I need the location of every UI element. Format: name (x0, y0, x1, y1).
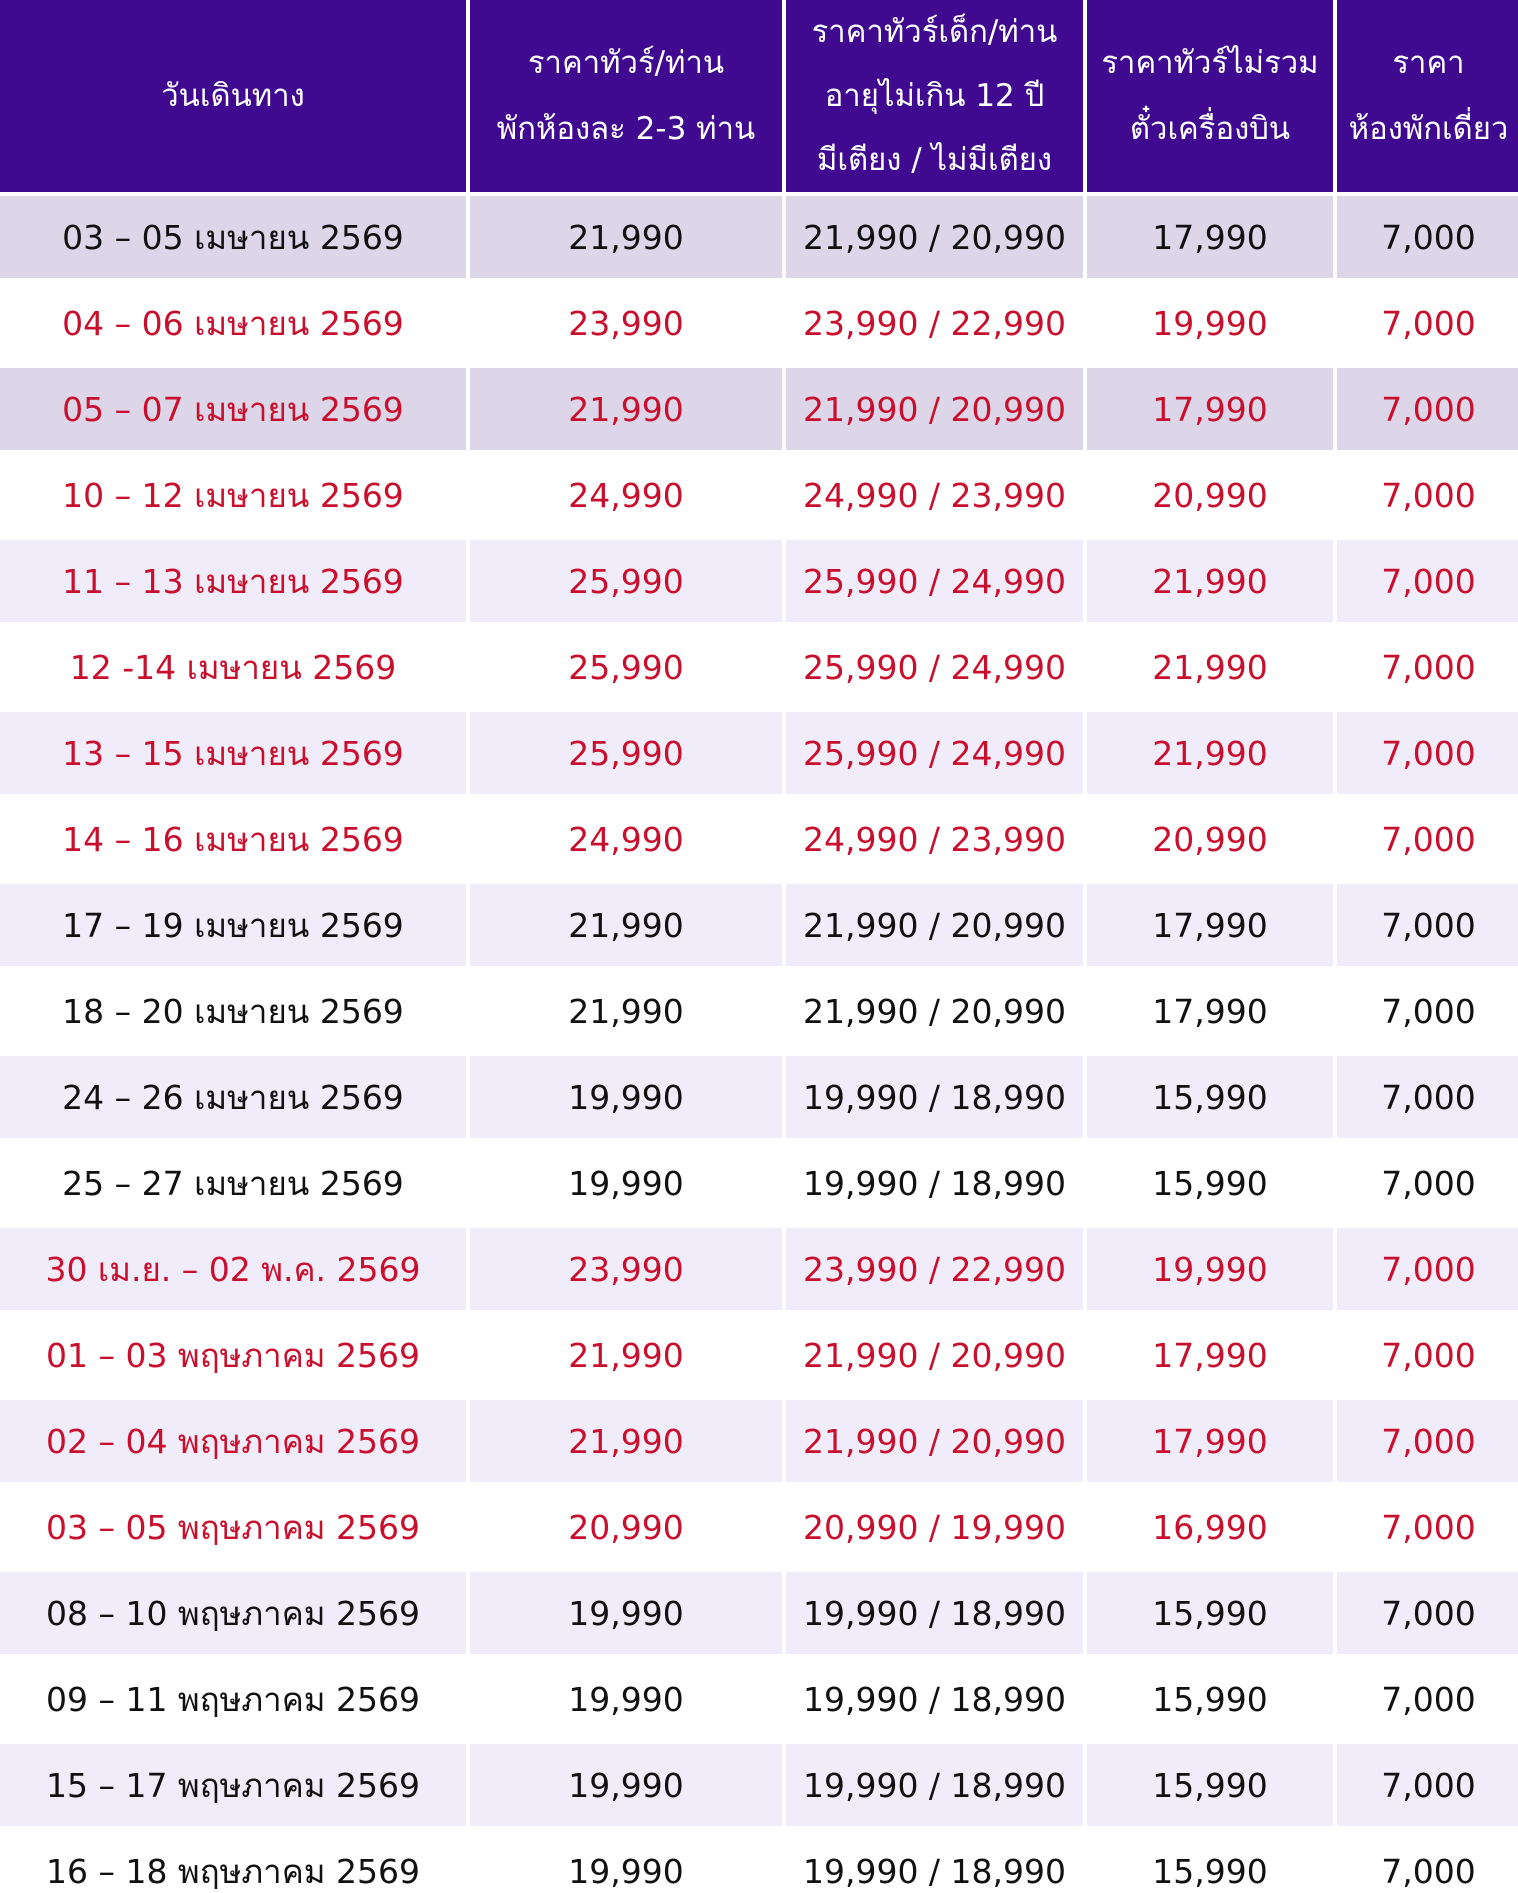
single-room-cell (1337, 282, 1518, 364)
header-col3-line1: ราคาทัวร์เด็ก/ท่าน (811, 14, 1058, 50)
no-flight-price-cell (1087, 1486, 1333, 1568)
header-col2-line1: ราคาทัวร์/ท่าน (527, 45, 725, 81)
child-price-cell-text: 19,990 / 18,990 (802, 1679, 1067, 1719)
adult-price-cell (470, 1486, 782, 1568)
table-row (0, 626, 1518, 708)
child-price-cell (786, 1830, 1083, 1893)
adult-price-cell (470, 1830, 782, 1893)
date-cell-text: 03 – 05 พฤษภาคม 2569 (45, 1507, 421, 1547)
header-adult-price (470, 0, 782, 192)
child-price-cell-text: 21,990 / 20,990 (802, 1421, 1067, 1461)
date-cell-text: 12 -14 เมษายน 2569 (69, 647, 397, 687)
child-price-cell-text: 25,990 / 24,990 (802, 561, 1067, 601)
date-cell (0, 1142, 466, 1224)
no-flight-price-cell-text: 15,990 (1152, 1593, 1268, 1633)
adult-price-cell (470, 712, 782, 794)
date-cell-text: 30 เม.ย. – 02 พ.ค. 2569 (45, 1249, 421, 1289)
date-cell (0, 1056, 466, 1138)
adult-price-cell (470, 1142, 782, 1224)
adult-price-cell-text: 25,990 (568, 733, 684, 773)
date-cell (0, 1658, 466, 1740)
single-room-cell-text: 7,000 (1381, 1335, 1476, 1375)
adult-price-cell-text: 21,990 (568, 1421, 684, 1461)
table-row (0, 454, 1518, 536)
table-row (0, 884, 1518, 966)
no-flight-price-cell (1087, 282, 1333, 364)
no-flight-price-cell (1087, 1400, 1333, 1482)
no-flight-price-cell-text: 21,990 (1152, 561, 1268, 601)
date-cell-text: 18 – 20 เมษายน 2569 (62, 991, 404, 1031)
single-room-cell (1337, 712, 1518, 794)
child-price-cell (786, 1314, 1083, 1396)
single-room-cell (1337, 626, 1518, 708)
adult-price-cell-text: 19,990 (568, 1077, 684, 1117)
single-room-cell (1337, 1400, 1518, 1482)
adult-price-cell (470, 1572, 782, 1654)
no-flight-price-cell (1087, 798, 1333, 880)
date-cell-text: 13 – 15 เมษายน 2569 (62, 733, 404, 773)
child-price-cell (786, 1142, 1083, 1224)
single-room-cell-text: 7,000 (1381, 217, 1476, 257)
header-single-room (1337, 0, 1518, 192)
date-cell-text: 24 – 26 เมษายน 2569 (62, 1077, 404, 1117)
single-room-cell-text: 7,000 (1381, 905, 1476, 945)
child-price-cell (786, 970, 1083, 1052)
adult-price-cell-text: 24,990 (568, 819, 684, 859)
adult-price-cell (470, 454, 782, 536)
single-room-cell (1337, 1314, 1518, 1396)
no-flight-price-cell-text: 17,990 (1152, 1421, 1268, 1461)
adult-price-cell-text: 21,990 (568, 389, 684, 429)
table-row (0, 196, 1518, 278)
no-flight-price-cell-text: 16,990 (1152, 1507, 1268, 1547)
child-price-cell (786, 368, 1083, 450)
child-price-cell-text: 21,990 / 20,990 (802, 217, 1067, 257)
no-flight-price-cell-text: 15,990 (1152, 1163, 1268, 1203)
child-price-cell-text: 19,990 / 18,990 (802, 1593, 1067, 1633)
single-room-cell (1337, 1572, 1518, 1654)
adult-price-cell (470, 1056, 782, 1138)
header-child-price (786, 0, 1083, 192)
header-col5-line2: ห้องพักเดี่ยว (1348, 111, 1509, 147)
child-price-cell (786, 1744, 1083, 1826)
no-flight-price-cell-text: 19,990 (1152, 1249, 1268, 1289)
table-row (0, 1658, 1518, 1740)
child-price-cell-text: 23,990 / 22,990 (802, 303, 1067, 343)
child-price-cell (786, 626, 1083, 708)
date-cell (0, 884, 466, 966)
date-cell-text: 09 – 11 พฤษภาคม 2569 (45, 1679, 421, 1719)
date-cell (0, 454, 466, 536)
adult-price-cell (470, 1228, 782, 1310)
adult-price-cell-text: 25,990 (568, 561, 684, 601)
date-cell (0, 1830, 466, 1893)
child-price-cell (786, 1228, 1083, 1310)
date-cell-text: 10 – 12 เมษายน 2569 (62, 475, 404, 515)
child-price-cell-text: 20,990 / 19,990 (802, 1507, 1067, 1547)
child-price-cell (786, 798, 1083, 880)
child-price-cell-text: 19,990 / 18,990 (802, 1851, 1067, 1891)
table-row (0, 282, 1518, 364)
no-flight-price-cell (1087, 1830, 1333, 1893)
adult-price-cell (470, 1744, 782, 1826)
date-cell (0, 626, 466, 708)
adult-price-cell-text: 25,990 (568, 647, 684, 687)
single-room-cell (1337, 884, 1518, 966)
no-flight-price-cell-text: 15,990 (1152, 1851, 1268, 1891)
single-room-cell-text: 7,000 (1381, 1679, 1476, 1719)
adult-price-cell-text: 21,990 (568, 905, 684, 945)
child-price-cell-text: 24,990 / 23,990 (802, 475, 1067, 515)
table-row (0, 1142, 1518, 1224)
child-price-cell (786, 540, 1083, 622)
table-row (0, 1486, 1518, 1568)
single-room-cell (1337, 1744, 1518, 1826)
adult-price-cell-text: 21,990 (568, 217, 684, 257)
child-price-cell-text: 24,990 / 23,990 (802, 819, 1067, 859)
header-travel-date (0, 0, 466, 192)
date-cell (0, 1572, 466, 1654)
child-price-cell (786, 282, 1083, 364)
date-cell-text: 16 – 18 พฤษภาคม 2569 (45, 1851, 421, 1891)
date-cell-text: 01 – 03 พฤษภาคม 2569 (45, 1335, 421, 1375)
header-col5-line1: ราคา (1392, 45, 1465, 81)
single-room-cell-text: 7,000 (1381, 647, 1476, 687)
adult-price-cell-text: 21,990 (568, 1335, 684, 1375)
no-flight-price-cell (1087, 1142, 1333, 1224)
single-room-cell-text: 7,000 (1381, 1507, 1476, 1547)
single-room-cell-text: 7,000 (1381, 1765, 1476, 1805)
no-flight-price-cell-text: 15,990 (1152, 1077, 1268, 1117)
single-room-cell-text: 7,000 (1381, 1163, 1476, 1203)
adult-price-cell-text: 19,990 (568, 1851, 684, 1891)
single-room-cell-text: 7,000 (1381, 1077, 1476, 1117)
date-cell (0, 196, 466, 278)
single-room-cell (1337, 540, 1518, 622)
single-room-cell (1337, 196, 1518, 278)
header-col2-line2: พักห้องละ 2-3 ท่าน (496, 111, 756, 147)
single-room-cell (1337, 454, 1518, 536)
table-row (0, 1228, 1518, 1310)
single-room-cell-text: 7,000 (1381, 991, 1476, 1031)
single-room-cell (1337, 1142, 1518, 1224)
no-flight-price-cell (1087, 712, 1333, 794)
child-price-cell-text: 21,990 / 20,990 (802, 1335, 1067, 1375)
no-flight-price-cell-text: 20,990 (1152, 475, 1268, 515)
no-flight-price-cell (1087, 196, 1333, 278)
child-price-cell (786, 1056, 1083, 1138)
table-row (0, 798, 1518, 880)
table-row (0, 1400, 1518, 1482)
adult-price-cell (470, 196, 782, 278)
adult-price-cell-text: 19,990 (568, 1679, 684, 1719)
single-room-cell (1337, 1830, 1518, 1893)
date-cell-text: 15 – 17 พฤษภาคม 2569 (45, 1765, 421, 1805)
child-price-cell (786, 712, 1083, 794)
no-flight-price-cell (1087, 1744, 1333, 1826)
no-flight-price-cell-text: 17,990 (1152, 389, 1268, 429)
date-cell-text: 03 – 05 เมษายน 2569 (62, 217, 404, 257)
table-row (0, 1572, 1518, 1654)
date-cell (0, 1486, 466, 1568)
child-price-cell-text: 21,990 / 20,990 (802, 991, 1067, 1031)
no-flight-price-cell-text: 21,990 (1152, 647, 1268, 687)
child-price-cell-text: 25,990 / 24,990 (802, 647, 1067, 687)
header-col3-line2: อายุไม่เกิน 12 ปี (824, 78, 1045, 114)
child-price-cell-text: 19,990 / 18,990 (802, 1077, 1067, 1117)
child-price-cell-text: 19,990 / 18,990 (802, 1163, 1067, 1203)
child-price-cell (786, 1486, 1083, 1568)
no-flight-price-cell (1087, 970, 1333, 1052)
no-flight-price-cell-text: 17,990 (1152, 991, 1268, 1031)
single-room-cell-text: 7,000 (1381, 1851, 1476, 1891)
date-cell (0, 1314, 466, 1396)
no-flight-price-cell (1087, 540, 1333, 622)
adult-price-cell-text: 23,990 (568, 1249, 684, 1289)
child-price-cell (786, 1572, 1083, 1654)
no-flight-price-cell-text: 19,990 (1152, 303, 1268, 343)
single-room-cell (1337, 970, 1518, 1052)
child-price-cell-text: 21,990 / 20,990 (802, 905, 1067, 945)
single-room-cell (1337, 1658, 1518, 1740)
table-row (0, 1744, 1518, 1826)
single-room-cell-text: 7,000 (1381, 389, 1476, 429)
date-cell-text: 05 – 07 เมษายน 2569 (62, 389, 404, 429)
single-room-cell-text: 7,000 (1381, 1421, 1476, 1461)
adult-price-cell (470, 368, 782, 450)
single-room-cell (1337, 1056, 1518, 1138)
single-room-cell-text: 7,000 (1381, 1593, 1476, 1633)
table-header-row (0, 0, 1518, 192)
single-room-cell-text: 7,000 (1381, 561, 1476, 601)
header-no-flight-price (1087, 0, 1333, 192)
no-flight-price-cell-text: 17,990 (1152, 1335, 1268, 1375)
child-price-cell (786, 196, 1083, 278)
adult-price-cell-text: 23,990 (568, 303, 684, 343)
child-price-cell (786, 1658, 1083, 1740)
table-body (0, 192, 1518, 1893)
child-price-cell (786, 1400, 1083, 1482)
table-row (0, 1056, 1518, 1138)
no-flight-price-cell-text: 15,990 (1152, 1679, 1268, 1719)
date-cell (0, 1228, 466, 1310)
date-cell-text: 25 – 27 เมษายน 2569 (62, 1163, 404, 1203)
date-cell (0, 970, 466, 1052)
child-price-cell (786, 884, 1083, 966)
child-price-cell-text: 19,990 / 18,990 (802, 1765, 1067, 1805)
date-cell (0, 282, 466, 364)
header-col1-text: วันเดินทาง (161, 78, 305, 114)
date-cell-text: 08 – 10 พฤษภาคม 2569 (45, 1593, 421, 1633)
no-flight-price-cell (1087, 1056, 1333, 1138)
table-row (0, 1830, 1518, 1893)
adult-price-cell (470, 970, 782, 1052)
header-col4-line1: ราคาทัวร์ไม่รวม (1101, 45, 1319, 81)
child-price-cell-text: 25,990 / 24,990 (802, 733, 1067, 773)
no-flight-price-cell-text: 21,990 (1152, 733, 1268, 773)
child-price-cell (786, 454, 1083, 536)
adult-price-cell (470, 798, 782, 880)
single-room-cell-text: 7,000 (1381, 303, 1476, 343)
adult-price-cell (470, 1400, 782, 1482)
adult-price-cell-text: 24,990 (568, 475, 684, 515)
child-price-cell-text: 23,990 / 22,990 (802, 1249, 1067, 1289)
table-row (0, 970, 1518, 1052)
no-flight-price-cell-text: 17,990 (1152, 905, 1268, 945)
date-cell-text: 17 – 19 เมษายน 2569 (62, 905, 404, 945)
adult-price-cell (470, 884, 782, 966)
adult-price-cell-text: 19,990 (568, 1163, 684, 1203)
single-room-cell (1337, 798, 1518, 880)
single-room-cell-text: 7,000 (1381, 475, 1476, 515)
date-cell (0, 540, 466, 622)
single-room-cell (1337, 1486, 1518, 1568)
adult-price-cell (470, 1658, 782, 1740)
table-row (0, 712, 1518, 794)
single-room-cell (1337, 368, 1518, 450)
no-flight-price-cell (1087, 626, 1333, 708)
date-cell-text: 14 – 16 เมษายน 2569 (62, 819, 404, 859)
date-cell (0, 1400, 466, 1482)
no-flight-price-cell (1087, 1658, 1333, 1740)
adult-price-cell (470, 1314, 782, 1396)
date-cell-text: 02 – 04 พฤษภาคม 2569 (45, 1421, 421, 1461)
no-flight-price-cell (1087, 1228, 1333, 1310)
date-cell (0, 712, 466, 794)
date-cell-text: 04 – 06 เมษายน 2569 (62, 303, 404, 343)
single-room-cell (1337, 1228, 1518, 1310)
date-cell (0, 368, 466, 450)
header-col3-line3: มีเตียง / ไม่มีเตียง (816, 142, 1053, 178)
adult-price-cell-text: 19,990 (568, 1765, 684, 1805)
adult-price-cell (470, 282, 782, 364)
no-flight-price-cell-text: 15,990 (1152, 1765, 1268, 1805)
no-flight-price-cell (1087, 1572, 1333, 1654)
no-flight-price-cell-text: 17,990 (1152, 217, 1268, 257)
adult-price-cell-text: 20,990 (568, 1507, 684, 1547)
header-col4-line2: ตั๋วเครื่องบิน (1129, 111, 1291, 147)
single-room-cell-text: 7,000 (1381, 819, 1476, 859)
adult-price-cell (470, 540, 782, 622)
date-cell (0, 798, 466, 880)
date-cell-text: 11 – 13 เมษายน 2569 (62, 561, 404, 601)
table-row (0, 1314, 1518, 1396)
no-flight-price-cell (1087, 884, 1333, 966)
single-room-cell-text: 7,000 (1381, 733, 1476, 773)
table-row (0, 540, 1518, 622)
adult-price-cell (470, 626, 782, 708)
adult-price-cell-text: 21,990 (568, 991, 684, 1031)
single-room-cell-text: 7,000 (1381, 1249, 1476, 1289)
no-flight-price-cell (1087, 368, 1333, 450)
adult-price-cell-text: 19,990 (568, 1593, 684, 1633)
no-flight-price-cell-text: 20,990 (1152, 819, 1268, 859)
no-flight-price-cell (1087, 454, 1333, 536)
table-row (0, 368, 1518, 450)
no-flight-price-cell (1087, 1314, 1333, 1396)
child-price-cell-text: 21,990 / 20,990 (802, 389, 1067, 429)
date-cell (0, 1744, 466, 1826)
